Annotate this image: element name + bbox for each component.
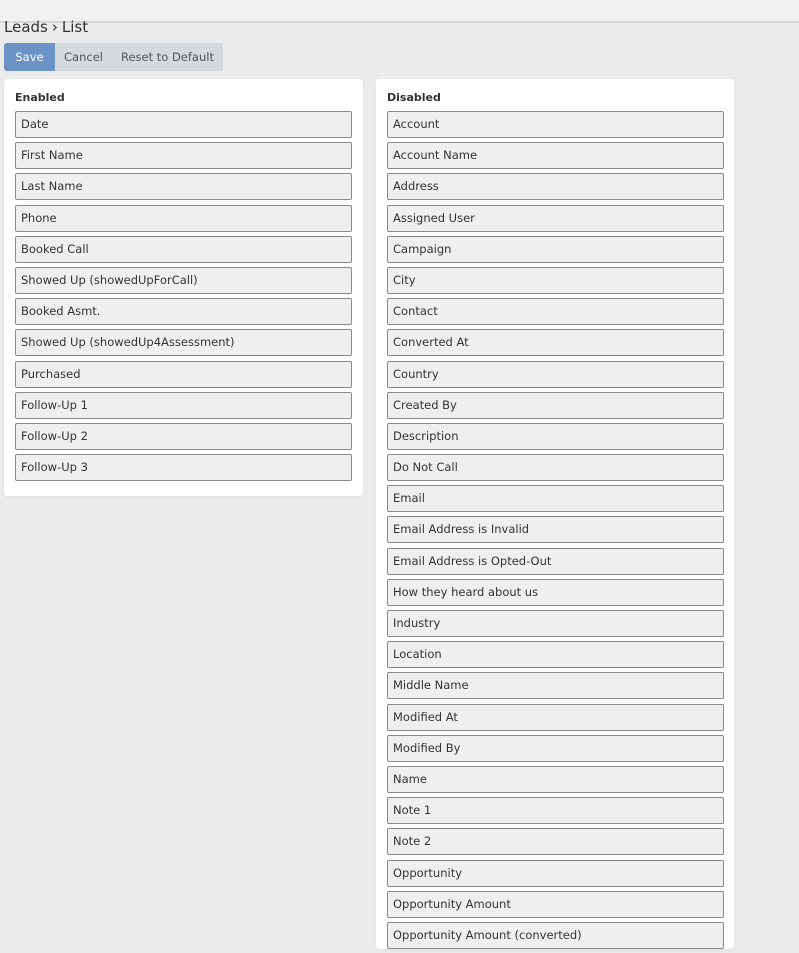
top-navbar	[0, 0, 799, 23]
disabled-field-item[interactable]: City	[387, 267, 724, 294]
disabled-field-list	[387, 111, 724, 953]
enabled-field-item[interactable]: First Name	[15, 142, 352, 169]
enabled-field-item[interactable]: Follow-Up 1	[15, 392, 352, 419]
disabled-field-item[interactable]: Description	[387, 423, 724, 450]
disabled-field-item[interactable]: How they heard about us	[387, 579, 724, 606]
disabled-field-item[interactable]: Note 1	[387, 797, 724, 824]
disabled-field-item[interactable]: Created By	[387, 392, 724, 419]
disabled-field-item[interactable]: Location	[387, 641, 724, 668]
disabled-field-item[interactable]: Email	[387, 485, 724, 512]
disabled-field-item[interactable]: Modified At	[387, 704, 724, 731]
disabled-field-item[interactable]: Do Not Call	[387, 454, 724, 481]
disabled-field-item[interactable]: Opportunity	[387, 860, 724, 887]
disabled-field-item[interactable]: Account	[387, 111, 724, 138]
enabled-field-item[interactable]: Showed Up (showedUp4Assessment)	[15, 329, 352, 356]
disabled-field-item[interactable]: Address	[387, 173, 724, 200]
breadcrumb	[4, 18, 88, 36]
enabled-field-item[interactable]: Follow-Up 2	[15, 423, 352, 450]
disabled-field-item[interactable]: Industry	[387, 610, 724, 637]
cancel-button[interactable]: Cancel	[55, 43, 112, 71]
disabled-fields-panel	[376, 79, 734, 949]
disabled-field-item[interactable]: Modified By	[387, 735, 724, 762]
disabled-field-item[interactable]: Converted At	[387, 329, 724, 356]
enabled-field-item[interactable]: Booked Call	[15, 236, 352, 263]
enabled-field-item[interactable]: Date	[15, 111, 352, 138]
disabled-field-item[interactable]: Campaign	[387, 236, 724, 263]
disabled-field-item[interactable]: Opportunity Amount	[387, 891, 724, 918]
disabled-field-item[interactable]: Contact	[387, 298, 724, 325]
action-buttons	[4, 43, 223, 71]
disabled-field-item[interactable]: Opportunity Amount (converted)	[387, 922, 724, 949]
enabled-field-item[interactable]: Follow-Up 3	[15, 454, 352, 481]
enabled-field-list	[15, 111, 352, 485]
disabled-field-item[interactable]: Country	[387, 361, 724, 388]
enabled-field-item[interactable]: Phone	[15, 205, 352, 232]
breadcrumb-module[interactable]: Leads	[4, 18, 48, 36]
enabled-field-item[interactable]: Purchased	[15, 361, 352, 388]
disabled-field-item[interactable]: Middle Name	[387, 672, 724, 699]
disabled-field-item[interactable]: Email Address is Invalid	[387, 516, 724, 543]
reset-to-default-button[interactable]: Reset to Default	[112, 43, 223, 71]
enabled-field-item[interactable]: Showed Up (showedUpForCall)	[15, 267, 352, 294]
disabled-field-item[interactable]: Email Address is Opted-Out	[387, 548, 724, 575]
enabled-panel-title: Enabled	[15, 91, 65, 104]
disabled-field-item[interactable]: Assigned User	[387, 205, 724, 232]
disabled-panel-title: Disabled	[387, 91, 441, 104]
disabled-field-item[interactable]: Note 2	[387, 828, 724, 855]
enabled-field-item[interactable]: Booked Asmt.	[15, 298, 352, 325]
save-button[interactable]: Save	[4, 43, 55, 71]
breadcrumb-view: List	[61, 18, 89, 36]
enabled-fields-panel	[4, 79, 363, 496]
disabled-field-item[interactable]: Account Name	[387, 142, 724, 169]
disabled-field-item[interactable]: Name	[387, 766, 724, 793]
breadcrumb-separator: ›	[51, 18, 58, 36]
enabled-field-item[interactable]: Last Name	[15, 173, 352, 200]
